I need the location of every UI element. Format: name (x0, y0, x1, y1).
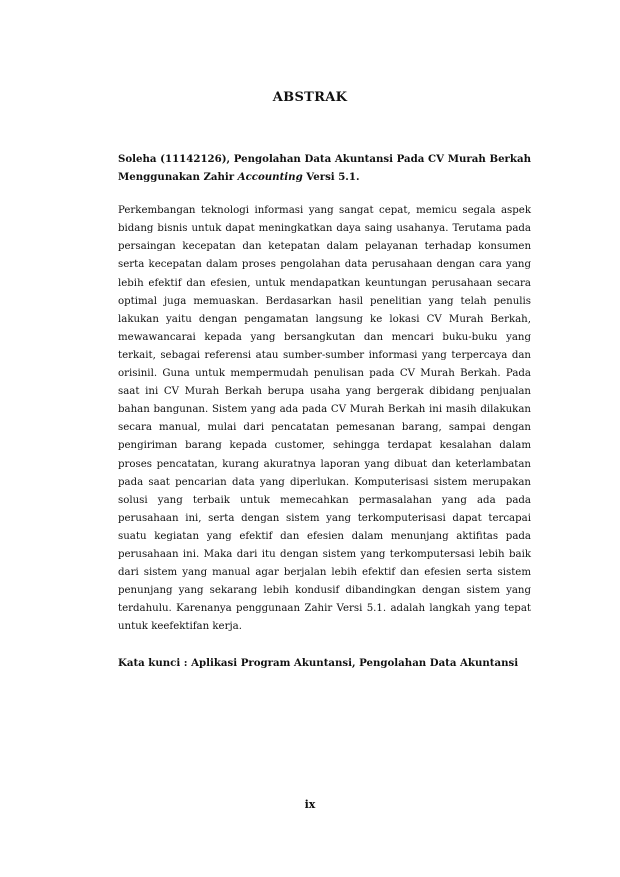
abstract-content (118, 150, 531, 673)
heading-version-text: Versi 5.1. (302, 171, 360, 184)
heading-italic-text: Accounting (237, 171, 303, 184)
keywords: Kata kunci : Aplikasi Program Akuntansi, Pengolahan Data Akuntansi (118, 657, 519, 670)
abstract-heading (118, 150, 531, 186)
abstract-body: Perkembangan teknologi informasi yang sangat cepat, memicu segala aspek bidang bisnis untuk dapat meningkatkan daya saing usahanya. Terutama pada persaingan kecepatan dan ketepatan dalam pelayanan terhadap konsumen serta kecepatan dalam proses pengolahan data perusahaan dengan cara yang lebih efektif dan efesien, untuk mendapatkan keuntungan perusahaan secara optimal juga memuaskan. Berdasarkan hasil penelitian yang telah penulis lakukan yaitu dengan pengamatan langsung ke lokasi CV Murah Berkah, mewawancarai kepada yang bersangkutan dan mencari buku-buku yang terkait, sebagai referensi atau sumber-sumber informasi yang terpercaya dan orisinil. Guna untuk mempermudah penulisan pada CV Murah Berkah. Pada saat ini CV Murah Berkah berupa usaha yang bergerak dibidang penjualan bahan bangunan. Sistem yang ada pada CV Murah Berkah ini masih dilakukan secara manual, mulai dari pencatatan pemesanan barang, sampai dengan pengiriman barang kepada customer, sehingga terdapat kesalahan dalam proses pencatatan, kurang akuratnya laporan yang dibuat dan keterlambatan pada saat pencarian data yang diperlukan. Komputerisasi sistem merupakan solusi yang terbaik untuk memecahkan permasalahan yang ada pada perusahaan ini, serta dengan sistem yang terkomputerisasi dapat tercapai suatu kegiatan yang efektif dan efesien dalam menunjang aktifitas pada perusahaan ini. Maka dari itu dengan sistem yang terkomputersasi lebih baik dari sistem yang manual agar berjalan lebih efektif dan efesien serta sistem penunjang yang sekarang lebih kondusif dibandingkan dengan sistem yang terdahulu. Karenanya penggunaan Zahir Versi 5.1. adalah langkah yang tepat untuk keefektifan kerja. (118, 205, 531, 633)
heading-text: Soleha (11142126), Pengolahan Data Akuntansi Pada CV Murah Berkah Menggunakan Zahir (118, 153, 531, 184)
page-number: ix (304, 798, 316, 811)
page-title: ABSTRAK (272, 90, 348, 105)
